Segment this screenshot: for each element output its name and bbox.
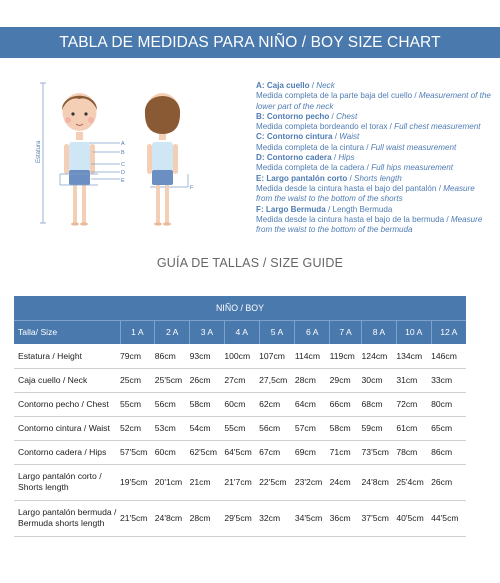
table-cell: 37'5cm (362, 500, 397, 536)
size-column-header: 4 A (224, 320, 259, 344)
table-cell: 19'5cm (120, 464, 155, 500)
size-column-header: 10 A (396, 320, 431, 344)
table-cell: 60cm (155, 440, 190, 464)
table-row (14, 500, 466, 536)
table-cell: 56cm (155, 392, 190, 416)
table-cell: 31cm (396, 368, 431, 392)
table-cell: 78cm (396, 440, 431, 464)
table-cell: 64cm (295, 392, 330, 416)
table-cell: 24'8cm (155, 500, 190, 536)
table-cell: 28cm (190, 500, 225, 536)
table-cell: 86cm (155, 344, 190, 368)
table-cell: 53cm (155, 416, 190, 440)
table-cell: 61cm (396, 416, 431, 440)
row-label: Largo pantalón bermuda / Bermuda shorts length (14, 500, 120, 536)
marker-e: E (121, 178, 125, 184)
table-cell: 66cm (330, 392, 362, 416)
page-title: TABLA DE MEDIDAS PARA NIÑO / BOY SIZE CHART (59, 34, 441, 51)
marker-c: C (121, 162, 125, 168)
table-cell: 29'5cm (224, 500, 259, 536)
table-cell: 62cm (259, 392, 295, 416)
height-label: Estatura (36, 140, 42, 163)
table-row (14, 440, 466, 464)
boy-back-figure (145, 93, 180, 226)
marker-d: D (121, 170, 125, 176)
table-cell: 25'5cm (155, 368, 190, 392)
size-column-header: 3 A (190, 320, 225, 344)
table-cell: 67cm (259, 440, 295, 464)
row-label: Contorno pecho / Chest (14, 392, 120, 416)
table-cell: 72cm (396, 392, 431, 416)
legend-item-f: F: Largo Bermuda / Length Bermuda Medida desde la cintura hasta el bajo de la bermuda / Measure from the waist to the bottom of the bermuda (256, 204, 483, 235)
table-cell: 62'5cm (190, 440, 225, 464)
table-cell: 23'2cm (295, 464, 330, 500)
title-bar (0, 27, 500, 58)
table-row (14, 416, 466, 440)
size-column-header: 6 A (295, 320, 330, 344)
size-column-header: 1 A (120, 320, 155, 344)
table-cell: 21'7cm (224, 464, 259, 500)
marker-a: A (121, 141, 125, 147)
table-row (14, 368, 466, 392)
table-cell: 24cm (330, 464, 362, 500)
legend-item-b: B: Contorno pecho / Chest Medida completa bordeando el torax / Full chest measurement (256, 111, 481, 132)
legend-item-e: E: Largo pantalón corto / Shorts length Medida desde la cintura hasta el bajo del pantalón / Measure from the waist to the bottom of the shorts (256, 173, 475, 204)
table-cell: 107cm (259, 344, 295, 368)
table-cell: 52cm (120, 416, 155, 440)
table-cell: 64'5cm (224, 440, 259, 464)
marker-f: F (190, 185, 194, 191)
table-cell: 119cm (330, 344, 362, 368)
table-cell: 25'4cm (396, 464, 431, 500)
table-cell: 21cm (190, 464, 225, 500)
table-cell: 27cm (224, 368, 259, 392)
table-cell: 80cm (431, 392, 466, 416)
size-table (14, 296, 466, 537)
table-row (14, 464, 466, 500)
legend-item-c: C: Contorno cintura / Waist Medida completa de la cintura / Full waist measurement (256, 132, 457, 152)
table-cell: 54cm (190, 416, 225, 440)
size-guide-title: GUÍA DE TALLAS / SIZE GUIDE (156, 256, 344, 270)
table-cell: 27,5cm (259, 368, 295, 392)
table-group-header: NIÑO / BOY (14, 296, 466, 320)
table-cell: 30cm (362, 368, 397, 392)
size-column-header: 7 A (330, 320, 362, 344)
legend-item-d: D: Contorno cadera / Hips Medida completa de la cadera / Full hips measurement (256, 153, 454, 173)
size-column-header: 12 A (431, 320, 466, 344)
row-label: Largo pantalón corto / Shorts length (14, 464, 120, 500)
legend-item-a: A: Caja cuello / Neck Medida completa de la parte baja del cuello / Measurement of the lower part of the neck (256, 81, 491, 111)
table-cell: 55cm (224, 416, 259, 440)
table-cell: 79cm (120, 344, 155, 368)
table-cell: 134cm (396, 344, 431, 368)
table-cell: 36cm (330, 500, 362, 536)
size-column-header: 5 A (259, 320, 295, 344)
table-row (14, 344, 466, 368)
table-cell: 55cm (120, 392, 155, 416)
table-cell: 58cm (190, 392, 225, 416)
table-cell: 26cm (431, 464, 466, 500)
table-cell: 25cm (120, 368, 155, 392)
marker-b: B (121, 150, 125, 156)
size-column-header: 2 A (155, 320, 190, 344)
measurement-legend (256, 81, 492, 235)
table-cell: 100cm (224, 344, 259, 368)
table-size-header: Talla/ Size (14, 320, 120, 344)
table-cell: 32cm (259, 500, 295, 536)
table-cell: 22'5cm (259, 464, 295, 500)
body-measurement-illustration (38, 82, 218, 227)
row-label: Contorno cintura / Waist (14, 416, 120, 440)
row-label: Estatura / Height (14, 344, 120, 368)
table-cell: 93cm (190, 344, 225, 368)
table-cell: 21'5cm (120, 500, 155, 536)
table-cell: 28cm (295, 368, 330, 392)
table-cell: 57cm (295, 416, 330, 440)
table-cell: 65cm (431, 416, 466, 440)
table-cell: 146cm (431, 344, 466, 368)
table-cell: 56cm (259, 416, 295, 440)
table-cell: 71cm (330, 440, 362, 464)
row-label: Caja cuello / Neck (14, 368, 120, 392)
table-cell: 34'5cm (295, 500, 330, 536)
table-cell: 60cm (224, 392, 259, 416)
table-cell: 114cm (295, 344, 330, 368)
table-cell: 24'8cm (362, 464, 397, 500)
size-column-header: 8 A (362, 320, 397, 344)
table-row (14, 392, 466, 416)
table-cell: 20'1cm (155, 464, 190, 500)
table-cell: 58cm (330, 416, 362, 440)
row-label: Contorno cadera / Hips (14, 440, 120, 464)
table-cell: 40'5cm (396, 500, 431, 536)
table-cell: 73'5cm (362, 440, 397, 464)
table-cell: 29cm (330, 368, 362, 392)
table-cell: 68cm (362, 392, 397, 416)
table-cell: 124cm (362, 344, 397, 368)
boy-front-figure (62, 93, 97, 226)
table-cell: 44'5cm (431, 500, 466, 536)
table-cell: 57'5cm (120, 440, 155, 464)
table-cell: 26cm (190, 368, 225, 392)
table-cell: 59cm (362, 416, 397, 440)
table-cell: 69cm (295, 440, 330, 464)
table-cell: 33cm (431, 368, 466, 392)
table-cell: 86cm (431, 440, 466, 464)
